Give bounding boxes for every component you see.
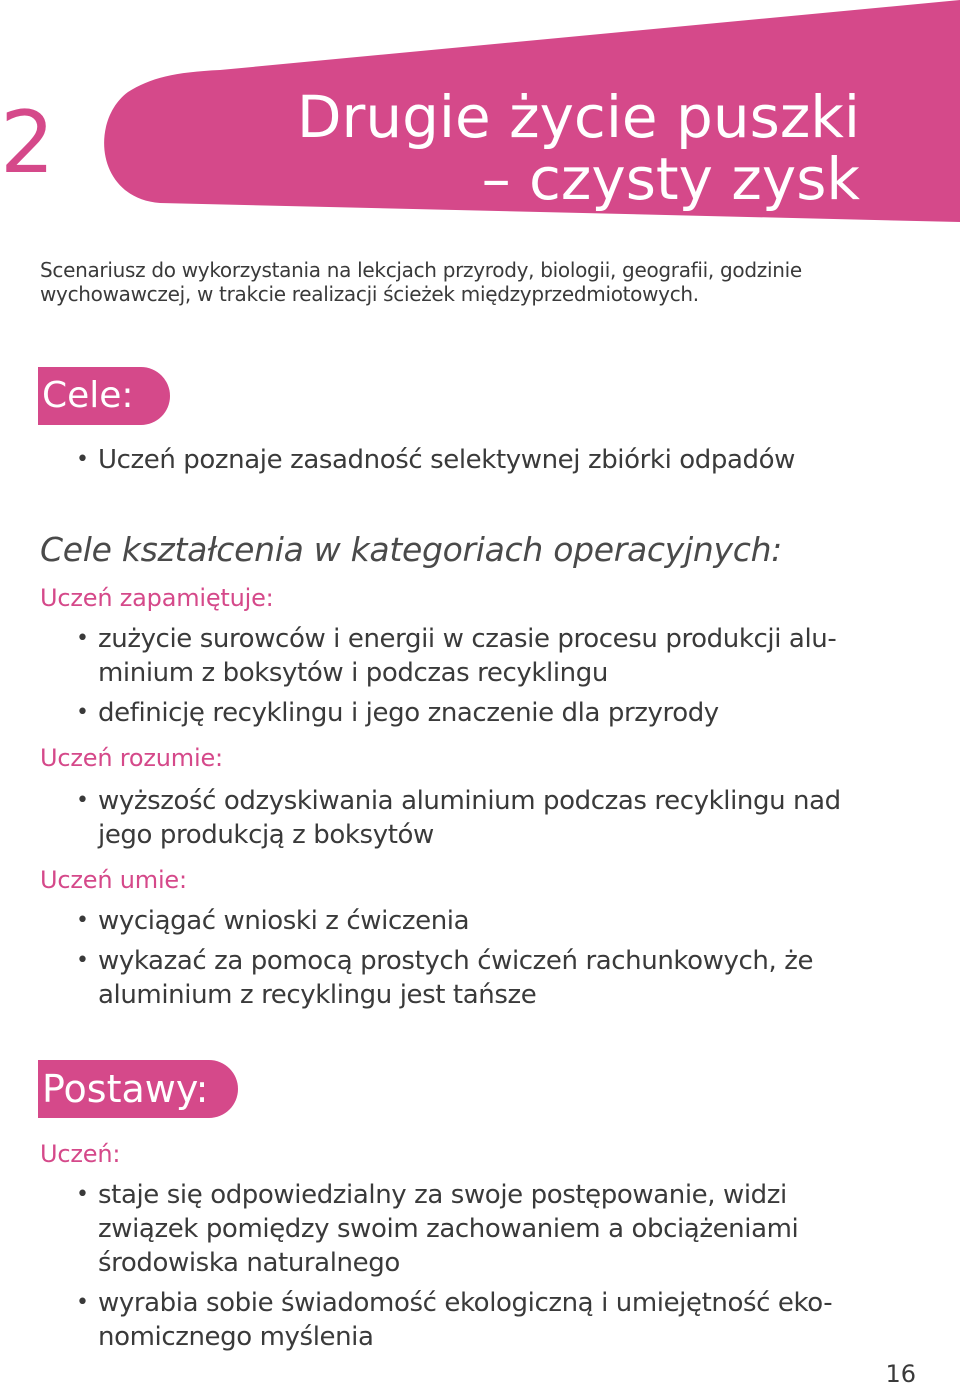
bullet-icon: • <box>76 700 89 725</box>
can-item-continued: aluminium z recyklingu jest tańsze <box>98 980 537 1010</box>
can-label: Uczeń umie: <box>40 866 187 894</box>
bullet-icon: • <box>76 788 89 813</box>
understands-item-continued: jego produkcją z boksytów <box>98 820 434 850</box>
understands-label: Uczeń rozumie: <box>40 744 223 772</box>
chapter-number: 2 <box>0 93 53 193</box>
postawy-item: • wyrabia sobie świadomość ekologiczną i umiejętność eko- <box>76 1288 833 1318</box>
remembers-item-continued: minium z boksytów i podczas recyklingu <box>98 658 608 688</box>
page-title <box>296 83 860 213</box>
bullet-icon: • <box>76 626 89 651</box>
title-line-1: Drugie życie puszki <box>296 83 860 151</box>
title-line-2: – czysty zysk <box>481 145 860 213</box>
page-number: 16 <box>885 1360 916 1388</box>
intro-text: Scenariusz do wykorzystania na lekcjach przyrody, biologii, geografii, godzinie wychowawczej, w trakcie realizacji ścieżek międzyprzedmiotowych. <box>40 258 802 306</box>
bullet-icon: • <box>76 1182 89 1207</box>
remembers-item: • definicję recyklingu i jego znaczenie dla przyrody <box>76 698 719 728</box>
postawy-item-continued: środowiska naturalnego <box>98 1248 400 1278</box>
remembers-label: Uczeń zapamiętuje: <box>40 584 274 612</box>
understands-item: • wyższość odzyskiwania aluminium podczas recyklingu nad <box>76 786 841 816</box>
operational-heading: Cele kształcenia w kategoriach operacyjnych: <box>40 530 782 569</box>
student-label: Uczeń: <box>40 1140 121 1168</box>
postawy-pill: Postawy: <box>38 1060 238 1118</box>
postawy-item: • staje się odpowiedzialny za swoje postępowanie, widzi <box>76 1180 787 1210</box>
bullet-icon: • <box>76 908 89 933</box>
postawy-item-continued: związek pomiędzy swoim zachowaniem a obciążeniami <box>98 1214 799 1244</box>
bullet-icon: • <box>76 447 89 472</box>
can-item: • wyciągać wnioski z ćwiczenia <box>76 906 470 936</box>
can-item: • wykazać za pomocą prostych ćwiczeń rachunkowych, że <box>76 946 814 976</box>
bullet-icon: • <box>76 948 89 973</box>
bullet-icon: • <box>76 1290 89 1315</box>
cele-item: • Uczeń poznaje zasadność selektywnej zbiórki odpadów <box>76 445 795 475</box>
cele-pill: Cele: <box>38 367 170 425</box>
postawy-item-continued: nomicznego myślenia <box>98 1322 374 1352</box>
remembers-item: • zużycie surowców i energii w czasie procesu produkcji alu- <box>76 624 837 654</box>
